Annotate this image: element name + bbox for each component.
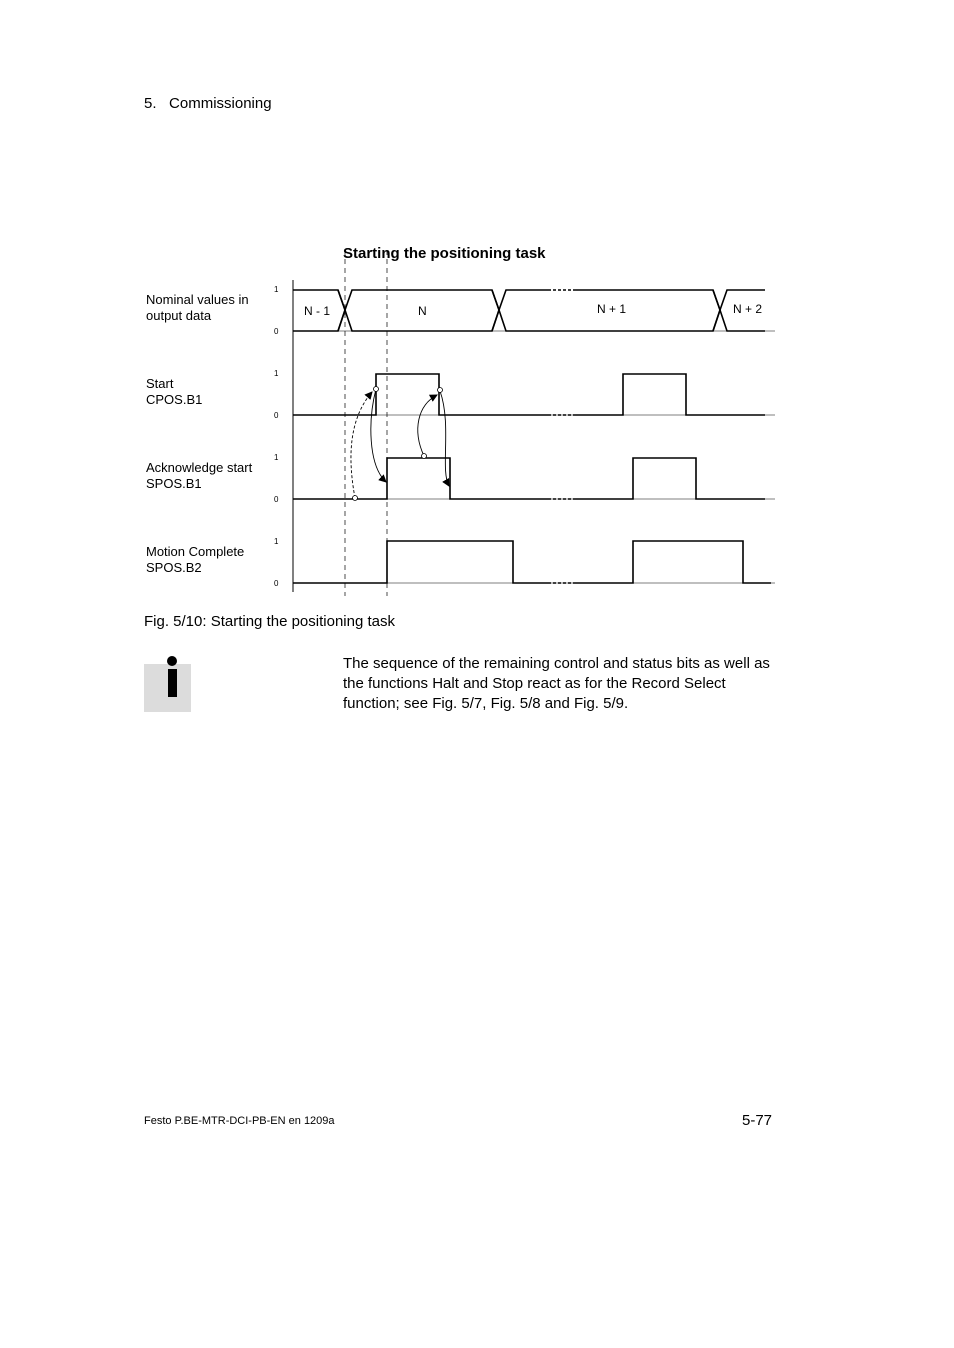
tick-high-2: 1: [274, 369, 279, 378]
tick-low-2: 0: [274, 411, 279, 420]
motion-complete-signal: [293, 541, 771, 583]
diagram-title: Starting the positioning task: [343, 245, 546, 262]
note-text: The sequence of the remaining control and status bits as well as the functions Halt and Stop react as for the Record Select function; see Fig. 5/7, Fig. 5/8 and Fig. 5/9.: [343, 655, 770, 712]
timing-diagram: [0, 0, 954, 640]
tick-low-1: 0: [274, 327, 279, 336]
data-bus-signal: [293, 290, 765, 331]
tick-high-3: 1: [274, 453, 279, 462]
reference-lines: [345, 250, 387, 596]
handshake-points: [353, 387, 443, 501]
segment-n-minus-1: N - 1: [304, 304, 331, 318]
baselines: [293, 331, 775, 583]
segment-n-plus-2: N + 2: [733, 302, 763, 316]
figure-caption: Fig. 5/10: Starting the positioning task: [144, 613, 395, 630]
info-glyph: [144, 654, 191, 714]
signal-label-start: Start CPOS.B1: [146, 376, 203, 407]
tick-low-3: 0: [274, 495, 279, 504]
chapter-number: 5.: [144, 95, 157, 112]
level-ticks: [274, 285, 279, 588]
tick-high-4: 1: [274, 537, 279, 546]
footer-page-number: 5-77: [742, 1112, 773, 1129]
signal-label-nominal-values: Nominal values in output data: [146, 292, 249, 323]
tick-high-1: 1: [274, 285, 279, 294]
footer-document-id: Festo P.BE-MTR-DCI-PB-EN en 1209a: [144, 1115, 335, 1127]
handshake-arrows: [351, 389, 449, 498]
signal-label-motion-complete: Motion Complete SPOS.B2: [146, 544, 245, 575]
chapter-title: Commissioning: [169, 95, 272, 112]
segment-n: N: [418, 304, 427, 318]
signal-label-acknowledge: Acknowledge start SPOS.B1: [146, 460, 253, 491]
tick-low-4: 0: [274, 579, 279, 588]
start-signal: [293, 374, 765, 415]
segment-n-plus-1: N + 1: [597, 302, 627, 316]
acknowledge-signal: [293, 458, 765, 499]
